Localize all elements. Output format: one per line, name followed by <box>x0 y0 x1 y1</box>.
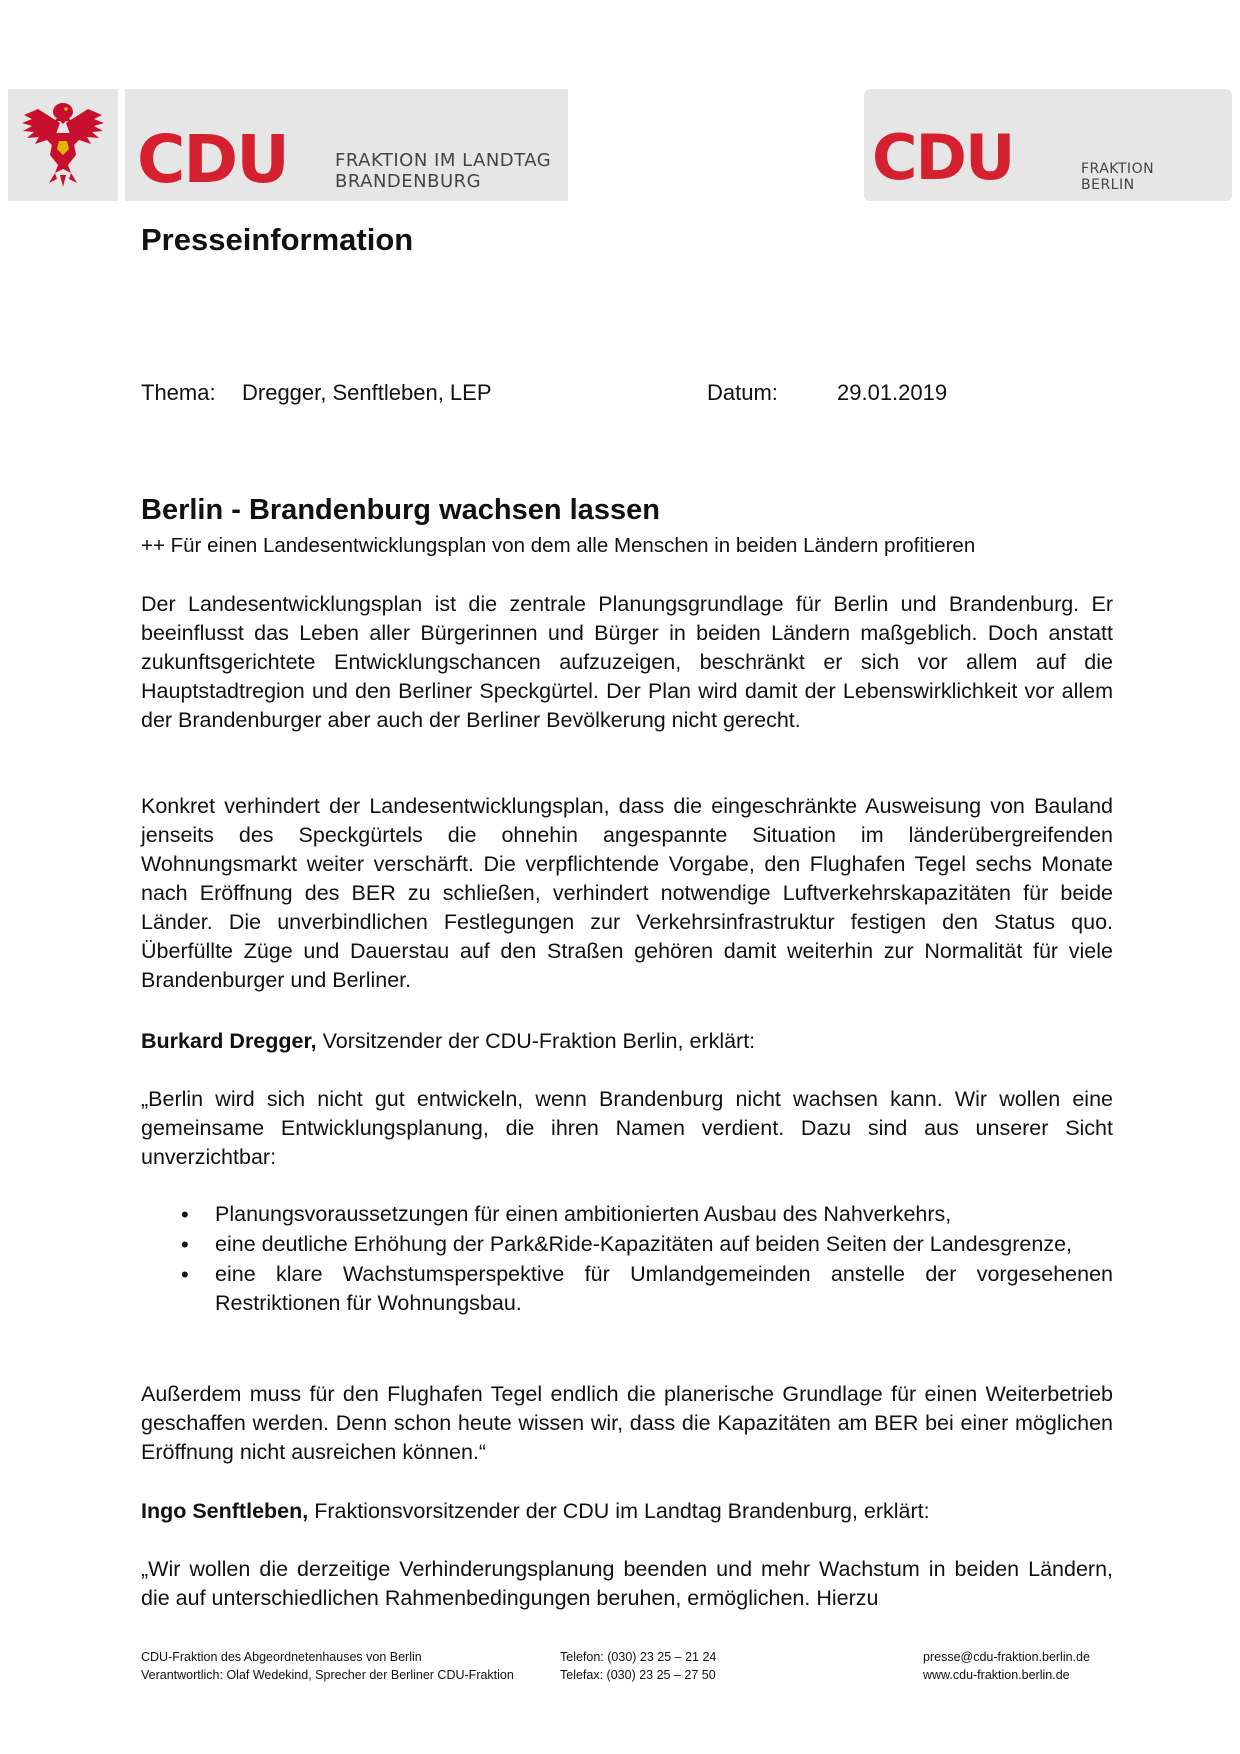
senftleben-intro <box>141 1497 1113 1526</box>
footer-email-link[interactable]: presse@cdu-fraktion.berlin.de <box>923 1650 1090 1664</box>
paragraph-5: „Wir wollen die derzeitige Verhinderungsplanung beenden und mehr Wachstum in beiden Ländern, die auf unterschiedlichen Rahmenbedingungen beruhen, ermöglichen. Hierzu <box>141 1557 1113 1610</box>
logo-subtitle-line2: BRANDENBURG <box>335 170 482 192</box>
footer-phone: Telefon: (030) 23 25 – 21 24 <box>560 1650 717 1664</box>
paragraph-1: Der Landesentwicklungsplan ist die zentrale Planungsgrundlage für Berlin und Brandenburg. Er beeinflusst das Leben aller Bürgerinnen und Bürger in beiden Ländern maßgeblich. Doch anstatt zukunftsgerichtete Entwicklungschancen aufzuzeigen, beschränkt er sich vor allem auf die Hauptstadtregion und den Berliner Speckgürtel. Der Plan wird damit der Lebenswirklichkeit vor allem der Brandenburger aber auch der Berliner Bevölkerung nicht gerecht. <box>141 592 1113 732</box>
subline: ++ Für einen Landesentwicklungsplan von dem alle Menschen in beiden Ländern profitieren <box>141 534 976 557</box>
brandenburg-eagle-logo <box>8 89 118 201</box>
page-title: Presseinformation <box>141 222 414 257</box>
dregger-intro <box>141 1027 1113 1056</box>
datum-value: 29.01.2019 <box>837 380 948 405</box>
bullet-icon: • <box>181 1262 189 1287</box>
thema-value: Dregger, Senftleben, LEP <box>242 380 492 405</box>
logo-subtitle-line2: BERLIN <box>1081 177 1135 194</box>
footer-right <box>923 1648 1090 1684</box>
bullet-icon: • <box>181 1232 189 1257</box>
headline: Berlin - Brandenburg wachsen lassen <box>141 494 660 526</box>
cdu-berlin-logo <box>864 89 1232 201</box>
paragraph-3: „Berlin wird sich nicht gut entwickeln, wenn Brandenburg nicht wachsen kann. Wir wollen eine gemeinsame Entwicklungsplanung, die ihren Namen verdient. Dazu sind aus unserer Sicht unverzichtbar: <box>141 1087 1113 1169</box>
bullet-icon: • <box>181 1202 189 1227</box>
datum-label: Datum: <box>707 380 778 405</box>
list-item <box>141 1260 1113 1318</box>
list-item-text: eine deutliche Erhöhung der Park&Ride-Kapazitäten auf beiden Seiten der Landesgrenze, <box>215 1232 1073 1256</box>
thema-label: Thema: <box>141 380 216 405</box>
speaker-role-senftleben: Fraktionsvorsitzender der CDU im Landtag Brandenburg, erklärt: <box>308 1499 930 1523</box>
cdu-wordmark: CDU <box>872 121 1014 194</box>
list-item <box>141 1230 1113 1259</box>
bullet-list <box>141 1200 1113 1319</box>
list-item-text: eine klare Wachstumsperspektive für Umlandgemeinden anstelle der vorgesehenen Restriktionen für Wohnungsbau. <box>215 1262 1113 1315</box>
speaker-name-dregger: Burkard Dregger, <box>141 1029 317 1053</box>
list-item-text: Planungsvoraussetzungen für einen ambitionierten Ausbau des Nahverkehrs, <box>215 1202 952 1226</box>
footer-org: CDU-Fraktion des Abgeordnetenhauses von Berlin <box>141 1650 422 1664</box>
logo-subtitle-line1: FRAKTION <box>1081 161 1155 177</box>
paragraph-4: Außerdem muss für den Flughafen Tegel endlich die planerische Grundlage für einen Weiterbetrieb geschaffen werden. Denn schon heute wissen wir, dass die Kapazitäten am BER bei einer möglichen Eröffnung nicht ausreichen können.“ <box>141 1382 1113 1464</box>
paragraph-2: Konkret verhindert der Landesentwicklungsplan, dass die eingeschränkte Ausweisung von Bauland jenseits des Speckgürtels die ohnehin angespannte Situation im länderübergreifenden Wohnungsmarkt weiter verschärft. Die verpflichtende Vorgabe, den Flughafen Tegel sechs Monate nach Eröffnung des BER zu schließen, verhindert notwendige Luftverkehrskapazitäten für beide Länder. Die unverbindlichen Festlegungen zur Verkehrsinfrastruktur festigen den Status quo. Überfüllte Züge und Dauerstau auf den Straßen gehören damit weiterhin zur Normalität für viele Brandenburger und Berliner. <box>141 794 1113 992</box>
speaker-role-dregger: Vorsitzender der CDU-Fraktion Berlin, erklärt: <box>316 1029 756 1053</box>
cdu-brandenburg-logo <box>125 89 568 201</box>
footer-website-link[interactable]: www.cdu-fraktion.berlin.de <box>923 1668 1070 1682</box>
footer-fax: Telefax: (030) 23 25 – 27 50 <box>560 1668 716 1682</box>
footer-responsible: Verantwortlich: Olaf Wedekind, Sprecher der Berliner CDU-Fraktion <box>141 1668 514 1682</box>
logo-subtitle-line1: FRAKTION IM LANDTAG <box>335 150 552 171</box>
eagle-icon <box>8 89 118 201</box>
list-item <box>141 1200 1113 1229</box>
logo-subtitle <box>335 151 551 192</box>
footer-left <box>141 1648 514 1684</box>
cdu-wordmark: CDU <box>137 121 288 198</box>
speaker-name-senftleben: Ingo Senftleben, <box>141 1499 309 1523</box>
logo-subtitle <box>1081 161 1154 193</box>
footer-middle <box>560 1648 716 1684</box>
